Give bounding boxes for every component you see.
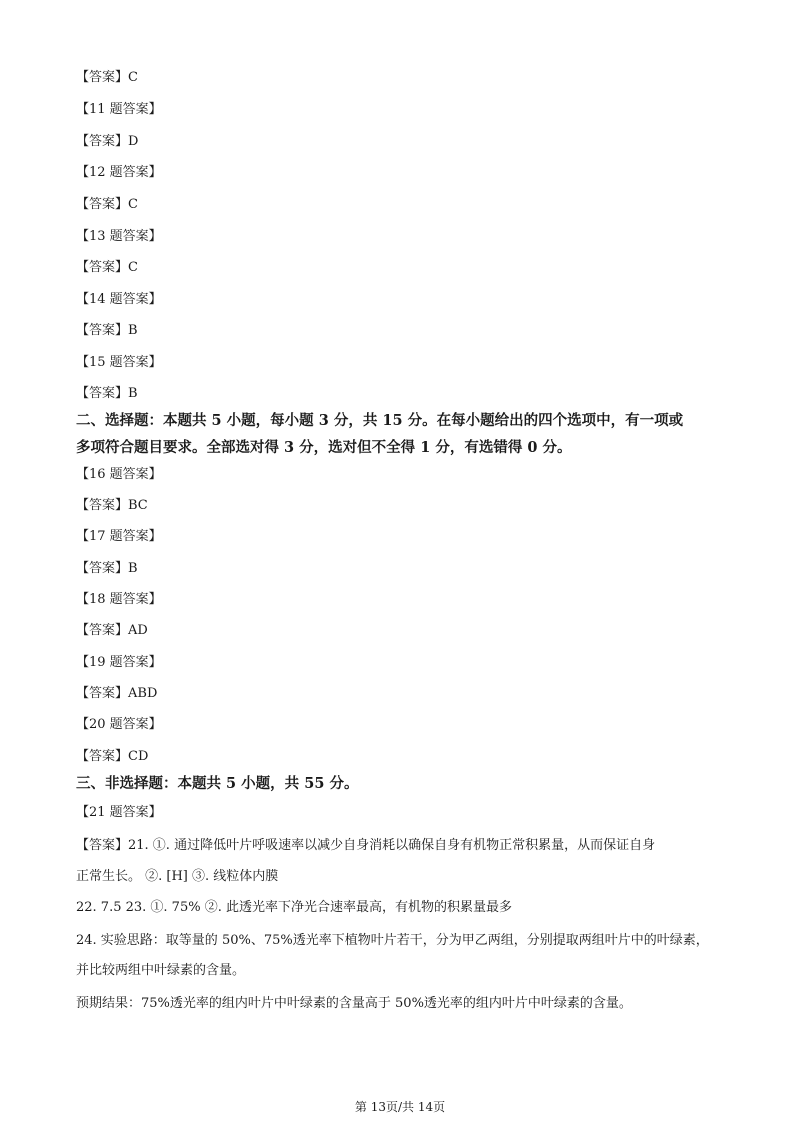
answer-line: 【答案】ABD	[76, 686, 158, 701]
question-label: 【15 题答案】	[76, 355, 162, 370]
section-heading: 三、非选择题：本题共 5 小题，共 55 分。	[76, 775, 359, 792]
page-number: 第 13页/共 14页	[354, 1100, 446, 1114]
question-label: 【20 题答案】	[76, 717, 162, 732]
answer-line: 【答案】B	[76, 323, 138, 338]
answer-line: 【答案】B	[76, 386, 138, 401]
question-label: 【21 题答案】	[76, 805, 162, 820]
question-label: 【18 题答案】	[76, 592, 162, 607]
answer-paragraph-line: 并比较两组中叶绿素的含量。	[76, 963, 246, 978]
question-label: 【16 题答案】	[76, 467, 162, 482]
question-label: 【17 题答案】	[76, 529, 162, 544]
answer-line: 【答案】D	[76, 134, 139, 149]
answer-line: 【答案】BC	[76, 498, 148, 513]
section-heading: 二、选择题：本题共 5 小题，每小题 3 分，共 15 分。在每小题给出的四个选项中，有一项或	[76, 412, 684, 429]
answer-line: 【答案】AD	[76, 623, 148, 638]
answer-line: 【答案】C	[76, 197, 138, 212]
question-label: 【19 题答案】	[76, 655, 162, 670]
answer-paragraph-line: 22. 7.5 23. ①. 75% ②. 此透光率下净光合速率最高，有机物的积累量最多	[76, 900, 512, 915]
answer-paragraph-line: 【答案】21. ①. 通过降低叶片呼吸速率以减少自身消耗以确保自身有机物正常积累量，从而保证自身	[76, 838, 656, 853]
section-heading-continued: 多项符合题目要求。全部选对得 3 分，选对但不全得 1 分，有选错得 0 分。	[76, 439, 572, 456]
question-label: 【14 题答案】	[76, 292, 162, 307]
question-label: 【13 题答案】	[76, 229, 162, 244]
answer-paragraph-line: 预期结果：75%透光率的组内叶片中叶绿素的含量高于 50%透光率的组内叶片中叶绿素的含量。	[76, 996, 632, 1011]
answer-line: 【答案】CD	[76, 749, 149, 764]
answer-line: 【答案】C	[76, 70, 138, 85]
answer-paragraph-line: 正常生长。 ②. [H] ③. 线粒体内膜	[76, 869, 279, 884]
answer-paragraph-line: 24. 实验思路：取等量的 50%、75%透光率下植物叶片若干，分为甲乙两组，分别提取两组叶片中的叶绿素，	[76, 933, 709, 948]
answer-line: 【答案】C	[76, 260, 138, 275]
question-label: 【12 题答案】	[76, 165, 162, 180]
question-label: 【11 题答案】	[76, 102, 162, 117]
answer-line: 【答案】B	[76, 561, 138, 576]
